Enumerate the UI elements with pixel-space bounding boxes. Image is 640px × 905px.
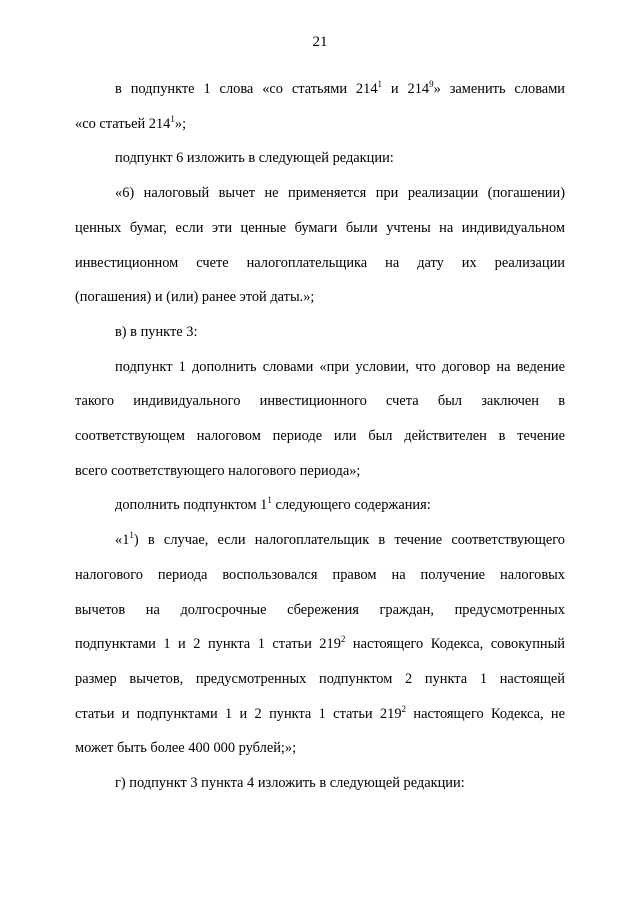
text-line	[75, 211, 565, 246]
text-line	[75, 107, 565, 142]
text-run: » заменить словами	[433, 81, 565, 97]
paragraph	[75, 523, 565, 766]
text-run: ) в случае, если налогоплательщик в течение соответствующего	[133, 532, 565, 549]
text-run: налогового периода воспользовался правом на получение налоговых	[75, 566, 565, 583]
text-line	[75, 315, 565, 350]
superscript: 1	[267, 495, 272, 506]
text-run: подпункт 1 дополнить словами «при условии, что договор на ведение	[115, 358, 565, 375]
text-run: инвестиционном счете налогоплательщика на дату их реализации	[75, 254, 565, 271]
text-run: настоящего Кодекса, не	[406, 705, 565, 722]
text-run: настоящего Кодекса, совокупный	[345, 636, 565, 653]
superscript: 2	[340, 634, 346, 645]
text-run: в подпункте 1 слова «со статьями 214	[115, 81, 378, 97]
text-line	[75, 766, 565, 801]
text-run: ценных бумаг, если эти ценные бумаги были учтены на индивидуальном	[75, 219, 565, 236]
text-run: «1	[115, 532, 130, 549]
text-run: следующего содержания:	[271, 497, 431, 514]
text-run: подпунктами 1 и 2 пункта 1 статьи 219	[75, 636, 341, 653]
text-run: (погашения) и (или) ранее этой даты.»;	[75, 289, 315, 306]
paragraph	[75, 141, 565, 176]
text-line	[75, 488, 565, 523]
text-line	[75, 176, 565, 211]
superscript: 1	[377, 79, 383, 89]
paragraph	[75, 315, 565, 350]
text-run: дополнить подпунктом 1	[115, 497, 268, 514]
text-line	[75, 350, 565, 385]
text-run: размер вычетов, предусмотренных подпунктом 2 пункта 1 настоящей	[75, 670, 565, 687]
text-run: соответствующем налоговом периоде или был действителен в течение	[75, 428, 565, 445]
text-run: »;	[174, 115, 187, 132]
text-line	[75, 141, 565, 176]
text-line	[75, 697, 565, 732]
text-line	[75, 593, 565, 628]
text-run: г) подпункт 3 пункта 4 изложить в следующей редакции:	[115, 775, 465, 792]
superscript: 9	[429, 79, 434, 89]
text-run: «со статьей 214	[75, 115, 171, 132]
text-run: подпункт 6 изложить в следующей редакции:	[115, 150, 394, 167]
superscript: 1	[129, 530, 134, 541]
paragraph	[75, 766, 565, 801]
text-line	[75, 280, 565, 315]
paragraph	[75, 488, 565, 523]
text-run: «6) налоговый вычет не применяется при реализации (погашении)	[115, 185, 565, 202]
text-line	[75, 72, 565, 107]
superscript: 1	[170, 113, 175, 124]
superscript: 2	[401, 703, 407, 714]
text-line	[75, 558, 565, 593]
text-line	[75, 454, 565, 489]
document-body	[75, 72, 565, 801]
text-run: статьи и подпунктами 1 и 2 пункта 1 статьи 219	[75, 705, 402, 722]
text-run: вычетов на долгосрочные сбережения граждан, предусмотренных	[75, 601, 565, 618]
paragraph	[75, 350, 565, 489]
text-run: такого индивидуального инвестиционного счета был заключен в	[75, 393, 565, 410]
text-run: в) в пункте 3:	[115, 323, 198, 340]
text-run: и 214	[382, 81, 430, 97]
text-line	[75, 662, 565, 697]
page-number: 21	[312, 34, 328, 50]
text-run: может быть более 400 000 рублей;»;	[75, 740, 297, 757]
text-line	[75, 246, 565, 281]
text-line	[75, 731, 565, 766]
text-line	[75, 523, 565, 558]
paragraph	[75, 72, 565, 141]
paragraph	[75, 176, 565, 315]
text-line	[75, 384, 565, 419]
text-run: всего соответствующего налогового периода»;	[75, 462, 361, 479]
text-line	[75, 419, 565, 454]
text-line	[75, 627, 565, 662]
